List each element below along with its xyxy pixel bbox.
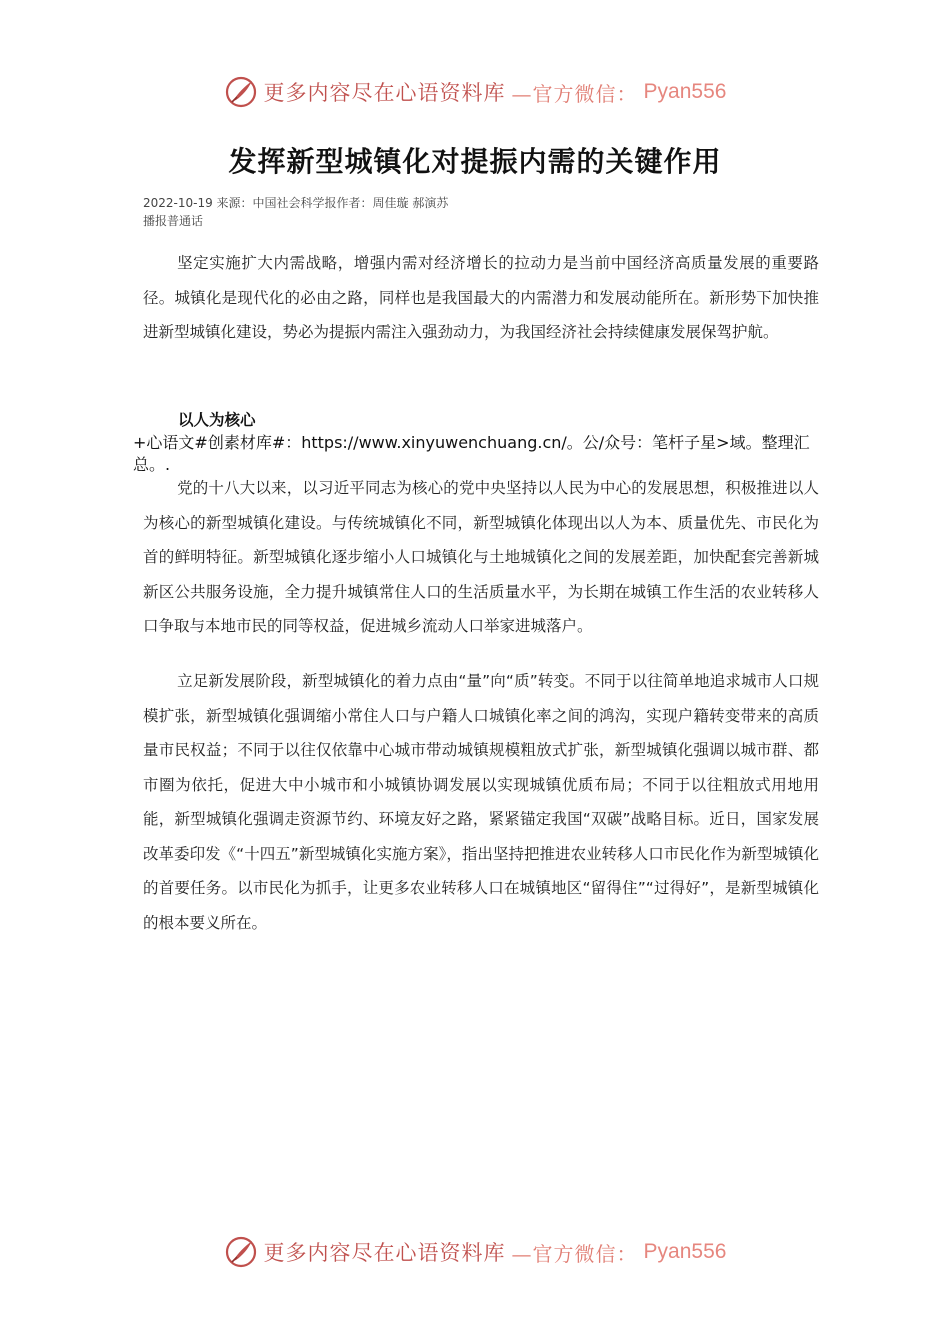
- banner-dash-text: —官方微信：: [511, 81, 638, 106]
- banner-main-text: 更多内容尽在心语资料库: [263, 1241, 506, 1265]
- section-heading: 以人为核心: [178, 411, 256, 429]
- inserted-source-note: +心语文#创素材库#：https://www.xinyuwenchuang.cn/。公/众号：笔杆子星>域。整理汇总。.: [133, 433, 810, 474]
- paragraph-new-stage: 立足新发展阶段，新型城镇化的着力点由“量”向“质”转变。不同于以往简单地追求城市人口规模扩张，新型城镇化强调缩小常住人口与户籍人口城镇化率之间的鸿沟，实现户籍转变带来的高质量市民权益；不同于以往仅依靠中心城市带动城镇规模粗放式扩张，新型城镇化强调以城市群、都市圈为依托，促进大中小城市和小城镇协调发展以实现城镇优质布局；不同于以往粗放式用地用能，新型城镇化强调走资源节约、环境友好之路，紧紧锚定我国“双碳”战略目标。近日，国家发展改革委印发《“十四五”新型城镇化实施方案》，指出坚持把推进农业转移人口市民化作为新型城镇化的首要任务。以市民化为抓手，让更多农业转移人口在城镇地区“留得住”“过得好”，是新型城镇化的根本要义所在。: [143, 672, 819, 932]
- quill-logo-icon: [224, 75, 258, 109]
- paragraph-people-centered: 党的十八大以来，以习近平同志为核心的党中央坚持以人民为中心的发展思想，积极推进以人为核心的新型城镇化建设。与传统城镇化不同，新型城镇化体现出以人为本、质量优先、市民化为首的鲜明特征。新型城镇化逐步缩小人口城镇化与土地城镇化之间的发展差距，加快配套完善新城新区公共服务设施，全力提升城镇常住人口的生活质量水平，为长期在城镇工作生活的农业转移人口争取与本地市民的同等权益，促进城乡流动人口举家进城落户。: [143, 479, 819, 635]
- read-aloud-label: 播报普通话: [143, 214, 204, 228]
- banner-dash-text: —官方微信：: [511, 1241, 638, 1266]
- quill-logo-icon: [224, 1235, 258, 1269]
- banner-main-text: 更多内容尽在心语资料库: [263, 81, 506, 105]
- bottom-watermark-banner: [0, 1232, 950, 1272]
- paragraph-intro: 坚定实施扩大内需战略，增强内需对经济增长的拉动力是当前中国经济高质量发展的重要路径。城镇化是现代化的必由之路，同样也是我国最大的内需潜力和发展动能所在。新形势下加快推进新型城镇化建设，势必为提振内需注入强劲动力，为我国经济社会持续健康发展保驾护航。: [143, 254, 819, 341]
- top-watermark-banner: [0, 72, 950, 112]
- banner-wechat-id: Pyan556: [643, 1240, 727, 1263]
- article-meta: 2022-10-19 来源：中国社会科学报作者：周佳璇 郝演苏: [143, 196, 449, 210]
- banner-wechat-id: Pyan556: [643, 80, 727, 103]
- article-title: 发挥新型城镇化对提振内需的关键作用: [228, 145, 722, 178]
